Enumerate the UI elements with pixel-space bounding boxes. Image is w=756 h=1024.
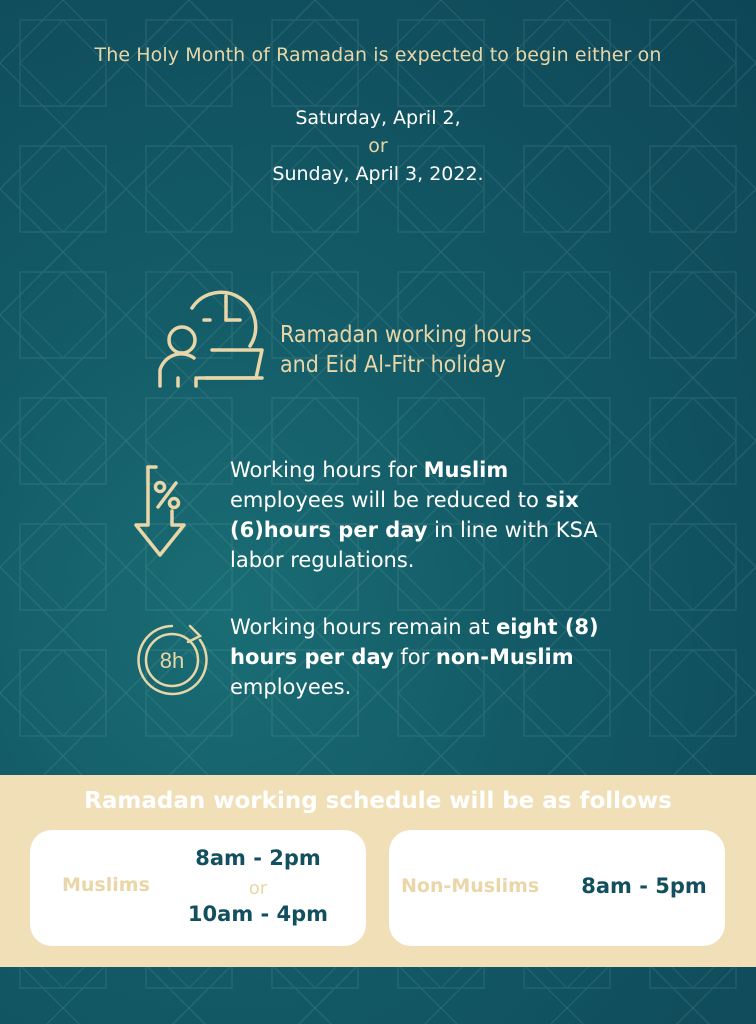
- date-or: or: [368, 135, 388, 157]
- muslims-time-2: 10am - 4pm: [187, 902, 329, 926]
- muslims-or: or: [248, 878, 268, 899]
- date-first: Saturday, April 2,: [295, 107, 461, 129]
- eight-hour-clock-icon: [130, 618, 214, 702]
- dates-block: [0, 104, 756, 188]
- heading-title: [280, 320, 532, 380]
- muslim-hours-item: [130, 455, 690, 585]
- non-muslim-hours-item: [130, 612, 690, 712]
- non-muslims-card: [389, 830, 725, 946]
- non-muslims-time: 8am - 5pm: [581, 874, 707, 898]
- muslims-time-1: 8am - 2pm: [195, 846, 321, 870]
- date-second: Sunday, April 3, 2022.: [272, 163, 484, 185]
- muslims-label: Muslims: [62, 874, 150, 896]
- schedule-title: Ramadan working schedule will be as follows: [84, 788, 672, 814]
- heading-line-1: Ramadan working hours: [280, 322, 532, 348]
- percent-down-arrow-icon: [130, 463, 190, 561]
- non-muslim-hours-text: Working hours remain at eight (8) hours per day for non-Muslim employees.: [230, 615, 599, 699]
- intro-text: The Holy Month of Ramadan is expected to begin either on: [94, 44, 662, 66]
- svg-text:8h: 8h: [159, 648, 185, 673]
- muslim-hours-text: Working hours for Muslim employees will be reduced to six (6)hours per day in line with KSA labor regulations.: [230, 458, 598, 572]
- heading-line-2: and Eid Al-Fitr holiday: [280, 352, 506, 378]
- heading-block: [150, 286, 630, 396]
- non-muslims-label: Non-Muslims: [401, 875, 540, 897]
- muslims-card: [30, 830, 366, 946]
- person-laptop-clock-icon: [150, 286, 270, 390]
